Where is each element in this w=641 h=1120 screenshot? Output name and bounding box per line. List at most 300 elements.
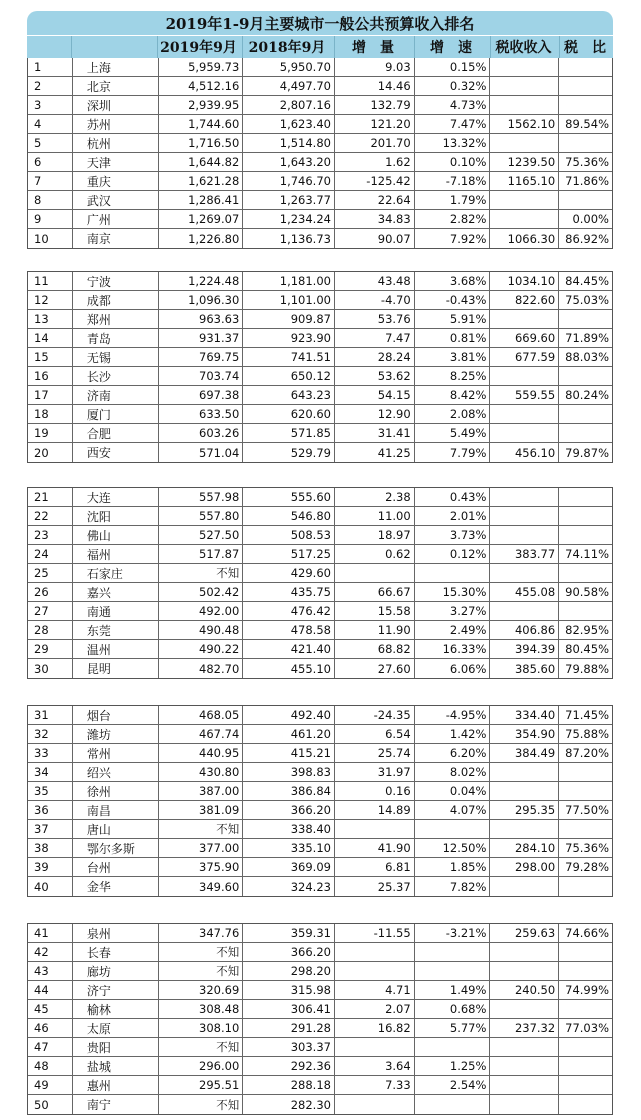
- table-row: [28, 640, 612, 659]
- cell-value-2018: 288.18: [242, 1076, 334, 1094]
- cell-tax-ratio: [558, 763, 612, 781]
- cell-tax-revenue: 456.10: [489, 443, 558, 462]
- cell-tax-revenue: 334.40: [489, 706, 558, 724]
- cell-tax-ratio: 75.03%: [558, 291, 612, 309]
- cell-tax-revenue: [489, 782, 558, 800]
- cell-tax-revenue: [489, 507, 558, 525]
- cell-city: 徐州: [72, 782, 158, 800]
- cell-value-2018: 741.51: [242, 348, 334, 366]
- cell-city: 重庆: [72, 172, 158, 190]
- cell-tax-revenue: [489, 210, 558, 228]
- cell-value-2019: 430.80: [158, 763, 243, 781]
- cell-value-2018: 421.40: [242, 640, 334, 658]
- table-row: [28, 1076, 612, 1095]
- cell-tax-revenue: [489, 77, 558, 95]
- cell-rank: 2: [34, 79, 42, 93]
- cell-growth: 7.92%: [414, 229, 490, 248]
- cell-growth: 15.30%: [414, 583, 490, 601]
- cell-tax-revenue: 295.35: [489, 801, 558, 819]
- cell-increase: 12.90: [334, 405, 414, 423]
- table-row: [28, 291, 612, 310]
- cell-tax-ratio: [558, 820, 612, 838]
- cell-tax-revenue: 406.86: [489, 621, 558, 639]
- cell-value-2018: 1,643.20: [242, 153, 334, 171]
- cell-tax-ratio: 89.54%: [558, 115, 612, 133]
- table-row: [28, 488, 612, 507]
- cell-rank: 19: [34, 426, 49, 440]
- cell-growth: [414, 943, 490, 961]
- cell-increase: [334, 820, 414, 838]
- cell-rank: 7: [34, 174, 42, 188]
- table-row: [28, 706, 612, 725]
- cell-city: 长沙: [72, 367, 158, 385]
- table-row: [28, 1038, 612, 1057]
- cell-city: 北京: [72, 77, 158, 95]
- cell-value-2019: 308.10: [158, 1019, 243, 1037]
- cell-tax-ratio: 74.99%: [558, 981, 612, 999]
- table-row: [28, 526, 612, 545]
- cell-increase: 54.15: [334, 386, 414, 404]
- cell-increase: -125.42: [334, 172, 414, 190]
- cell-value-2019: 571.04: [158, 443, 243, 462]
- table-section: [27, 705, 613, 897]
- table-section: [27, 487, 613, 679]
- cell-tax-ratio: [558, 602, 612, 620]
- header-rank: [27, 36, 71, 58]
- cell-rank: 30: [34, 661, 49, 676]
- table-row: [28, 659, 612, 678]
- cell-value-2019: 381.09: [158, 801, 243, 819]
- cell-value-2019: 347.76: [158, 924, 243, 942]
- cell-rank: 9: [34, 212, 42, 226]
- cell-value-2019: 不知: [158, 820, 243, 838]
- cell-growth: -3.21%: [414, 924, 490, 942]
- cell-value-2019: 1,226.80: [158, 229, 243, 248]
- cell-city: 绍兴: [72, 763, 158, 781]
- cell-value-2018: 315.98: [242, 981, 334, 999]
- cell-increase: [334, 1095, 414, 1114]
- cell-increase: 66.67: [334, 583, 414, 601]
- cell-value-2018: 1,234.24: [242, 210, 334, 228]
- cell-city: 潍坊: [72, 725, 158, 743]
- cell-rank: 40: [34, 879, 49, 894]
- table-row: [28, 839, 612, 858]
- header-growth: 增 速: [414, 36, 490, 58]
- cell-value-2018: 1,181.00: [242, 272, 334, 290]
- cell-rank: 26: [34, 585, 49, 599]
- cell-rank: 41: [34, 926, 49, 940]
- cell-growth: -4.95%: [414, 706, 490, 724]
- cell-city: 武汉: [72, 191, 158, 209]
- cell-city: 南昌: [72, 801, 158, 819]
- cell-city: 常州: [72, 744, 158, 762]
- table-title: 2019年1-9月主要城市一般公共预算收入排名: [27, 11, 613, 35]
- cell-tax-revenue: [489, 526, 558, 544]
- cell-city: 泉州: [72, 924, 158, 942]
- cell-rank: 17: [34, 388, 49, 402]
- cell-growth: 1.25%: [414, 1057, 490, 1075]
- cell-tax-revenue: [489, 488, 558, 506]
- cell-value-2019: 1,644.82: [158, 153, 243, 171]
- cell-value-2019: 769.75: [158, 348, 243, 366]
- cell-value-2019: 490.22: [158, 640, 243, 658]
- cell-growth: 1.79%: [414, 191, 490, 209]
- cell-value-2019: 502.42: [158, 583, 243, 601]
- cell-city: 南京: [72, 229, 158, 248]
- cell-tax-revenue: 383.77: [489, 545, 558, 563]
- cell-growth: -0.43%: [414, 291, 490, 309]
- cell-growth: 0.04%: [414, 782, 490, 800]
- table-row: [28, 96, 612, 115]
- cell-value-2019: 不知: [158, 1095, 243, 1114]
- cell-value-2018: 1,101.00: [242, 291, 334, 309]
- cell-increase: 3.64: [334, 1057, 414, 1075]
- table-row: [28, 229, 612, 248]
- cell-rank: 10: [34, 231, 49, 246]
- header-tax-revenue: 税收收入: [490, 36, 559, 58]
- cell-increase: 132.79: [334, 96, 414, 114]
- cell-value-2018: 338.40: [242, 820, 334, 838]
- cell-growth: 0.12%: [414, 545, 490, 563]
- cell-value-2018: 492.40: [242, 706, 334, 724]
- cell-growth: 0.15%: [414, 58, 490, 76]
- table-row: [28, 801, 612, 820]
- cell-tax-ratio: [558, 564, 612, 582]
- table-row: [28, 77, 612, 96]
- cell-increase: 28.24: [334, 348, 414, 366]
- table-row: [28, 405, 612, 424]
- cell-city: 唐山: [72, 820, 158, 838]
- cell-value-2019: 440.95: [158, 744, 243, 762]
- cell-rank: 13: [34, 312, 49, 326]
- header-tax-ratio: 税 比: [559, 36, 613, 58]
- cell-tax-ratio: [558, 134, 612, 152]
- cell-city: 济南: [72, 386, 158, 404]
- table-row: [28, 820, 612, 839]
- cell-value-2018: 529.79: [242, 443, 334, 462]
- cell-tax-revenue: [489, 877, 558, 896]
- cell-city: 上海: [72, 58, 158, 76]
- cell-city: 厦门: [72, 405, 158, 423]
- cell-tax-revenue: 677.59: [489, 348, 558, 366]
- table-row: [28, 725, 612, 744]
- cell-increase: [334, 943, 414, 961]
- table-row: [28, 583, 612, 602]
- cell-value-2018: 335.10: [242, 839, 334, 857]
- cell-value-2019: 296.00: [158, 1057, 243, 1075]
- cell-tax-ratio: 87.20%: [558, 744, 612, 762]
- cell-tax-ratio: 90.58%: [558, 583, 612, 601]
- cell-tax-revenue: 298.00: [489, 858, 558, 876]
- cell-rank: 5: [34, 136, 42, 150]
- cell-growth: 0.10%: [414, 153, 490, 171]
- cell-city: 南通: [72, 602, 158, 620]
- cell-tax-ratio: [558, 526, 612, 544]
- cell-increase: 18.97: [334, 526, 414, 544]
- cell-tax-ratio: [558, 1057, 612, 1075]
- cell-value-2018: 478.58: [242, 621, 334, 639]
- cell-increase: 2.07: [334, 1000, 414, 1018]
- cell-tax-revenue: 455.08: [489, 583, 558, 601]
- cell-value-2018: 435.75: [242, 583, 334, 601]
- cell-value-2019: 1,716.50: [158, 134, 243, 152]
- table-row: [28, 744, 612, 763]
- cell-increase: 43.48: [334, 272, 414, 290]
- cell-increase: 31.97: [334, 763, 414, 781]
- cell-growth: 3.73%: [414, 526, 490, 544]
- cell-value-2019: 不知: [158, 943, 243, 961]
- cell-tax-ratio: 79.88%: [558, 659, 612, 678]
- cell-city: 昆明: [72, 659, 158, 678]
- cell-city: 南宁: [72, 1095, 158, 1114]
- table-row: [28, 981, 612, 1000]
- cell-tax-revenue: 259.63: [489, 924, 558, 942]
- cell-growth: 7.79%: [414, 443, 490, 462]
- table-row: [28, 858, 612, 877]
- cell-city: 烟台: [72, 706, 158, 724]
- cell-increase: 53.76: [334, 310, 414, 328]
- cell-rank: 21: [34, 490, 49, 504]
- cell-city: 合肥: [72, 424, 158, 442]
- cell-growth: 0.81%: [414, 329, 490, 347]
- cell-value-2018: 2,807.16: [242, 96, 334, 114]
- cell-value-2018: 555.60: [242, 488, 334, 506]
- cell-tax-revenue: 354.90: [489, 725, 558, 743]
- cell-tax-revenue: 669.60: [489, 329, 558, 347]
- table-row: [28, 386, 612, 405]
- cell-tax-revenue: [489, 367, 558, 385]
- cell-city: 宁波: [72, 272, 158, 290]
- cell-value-2019: 4,512.16: [158, 77, 243, 95]
- cell-value-2018: 508.53: [242, 526, 334, 544]
- cell-value-2018: 386.84: [242, 782, 334, 800]
- cell-growth: 0.32%: [414, 77, 490, 95]
- cell-city: 深圳: [72, 96, 158, 114]
- cell-rank: 35: [34, 784, 49, 798]
- cell-tax-revenue: 1562.10: [489, 115, 558, 133]
- cell-value-2019: 517.87: [158, 545, 243, 563]
- cell-value-2018: 4,497.70: [242, 77, 334, 95]
- cell-growth: 5.77%: [414, 1019, 490, 1037]
- cell-value-2018: 923.90: [242, 329, 334, 347]
- cell-value-2018: 369.09: [242, 858, 334, 876]
- cell-rank: 38: [34, 841, 49, 855]
- cell-tax-revenue: [489, 1000, 558, 1018]
- cell-increase: 11.90: [334, 621, 414, 639]
- cell-increase: 31.41: [334, 424, 414, 442]
- cell-value-2018: 1,514.80: [242, 134, 334, 152]
- cell-increase: -4.70: [334, 291, 414, 309]
- cell-growth: [414, 1038, 490, 1056]
- header-increase: 增 量: [334, 36, 414, 58]
- table-row: [28, 443, 612, 462]
- cell-rank: 12: [34, 293, 49, 307]
- cell-value-2018: 366.20: [242, 801, 334, 819]
- cell-city: 廊坊: [72, 962, 158, 980]
- cell-city: 盐城: [72, 1057, 158, 1075]
- cell-value-2018: 1,136.73: [242, 229, 334, 248]
- cell-increase: 14.89: [334, 801, 414, 819]
- cell-rank: 50: [34, 1097, 49, 1112]
- cell-value-2018: 415.21: [242, 744, 334, 762]
- cell-tax-ratio: [558, 962, 612, 980]
- cell-growth: [414, 564, 490, 582]
- table-row: [28, 943, 612, 962]
- cell-value-2019: 468.05: [158, 706, 243, 724]
- cell-growth: 6.06%: [414, 659, 490, 678]
- cell-tax-ratio: [558, 1076, 612, 1094]
- cell-rank: 48: [34, 1059, 49, 1073]
- cell-increase: 0.62: [334, 545, 414, 563]
- cell-growth: 0.43%: [414, 488, 490, 506]
- cell-rank: 43: [34, 964, 49, 978]
- cell-value-2018: 298.20: [242, 962, 334, 980]
- cell-rank: 36: [34, 803, 49, 817]
- cell-tax-revenue: 1165.10: [489, 172, 558, 190]
- cell-tax-ratio: 74.66%: [558, 924, 612, 942]
- cell-increase: 1.62: [334, 153, 414, 171]
- cell-rank: 20: [34, 445, 49, 460]
- table-section: [27, 923, 613, 1115]
- cell-tax-revenue: [489, 424, 558, 442]
- cell-tax-ratio: 79.28%: [558, 858, 612, 876]
- cell-rank: 42: [34, 945, 49, 959]
- cell-increase: 34.83: [334, 210, 414, 228]
- cell-value-2019: 697.38: [158, 386, 243, 404]
- cell-value-2018: 650.12: [242, 367, 334, 385]
- table-row: [28, 782, 612, 801]
- cell-value-2019: 1,286.41: [158, 191, 243, 209]
- cell-rank: 37: [34, 822, 49, 836]
- cell-tax-ratio: 80.24%: [558, 386, 612, 404]
- cell-growth: 2.49%: [414, 621, 490, 639]
- cell-growth: 16.33%: [414, 640, 490, 658]
- cell-rank: 44: [34, 983, 49, 997]
- table-row: [28, 310, 612, 329]
- cell-increase: 16.82: [334, 1019, 414, 1037]
- cell-rank: 1: [34, 60, 42, 74]
- cell-growth: 12.50%: [414, 839, 490, 857]
- cell-rank: 11: [34, 274, 49, 288]
- table-header-row: [27, 36, 613, 58]
- table-row: [28, 115, 612, 134]
- cell-growth: 2.01%: [414, 507, 490, 525]
- cell-tax-ratio: [558, 77, 612, 95]
- cell-tax-ratio: [558, 310, 612, 328]
- cell-rank: 49: [34, 1078, 49, 1092]
- cell-rank: 18: [34, 407, 49, 421]
- cell-tax-revenue: 1066.30: [489, 229, 558, 248]
- cell-tax-revenue: [489, 96, 558, 114]
- cell-value-2018: 455.10: [242, 659, 334, 678]
- cell-increase: 7.47: [334, 329, 414, 347]
- cell-tax-ratio: [558, 96, 612, 114]
- cell-tax-revenue: 385.60: [489, 659, 558, 678]
- cell-growth: [414, 962, 490, 980]
- cell-growth: 2.54%: [414, 1076, 490, 1094]
- table-row: [28, 1095, 612, 1114]
- cell-value-2018: 643.23: [242, 386, 334, 404]
- table-row: [28, 58, 612, 77]
- cell-tax-revenue: 237.32: [489, 1019, 558, 1037]
- cell-city: 台州: [72, 858, 158, 876]
- cell-increase: 7.33: [334, 1076, 414, 1094]
- cell-increase: 4.71: [334, 981, 414, 999]
- cell-tax-revenue: 394.39: [489, 640, 558, 658]
- cell-rank: 29: [34, 642, 49, 656]
- table-row: [28, 507, 612, 526]
- cell-tax-revenue: [489, 1057, 558, 1075]
- cell-value-2018: 476.42: [242, 602, 334, 620]
- cell-city: 佛山: [72, 526, 158, 544]
- table-row: [28, 1057, 612, 1076]
- cell-value-2019: 1,621.28: [158, 172, 243, 190]
- cell-tax-revenue: [489, 1095, 558, 1114]
- cell-city: 福州: [72, 545, 158, 563]
- cell-tax-ratio: [558, 507, 612, 525]
- table-section: [27, 271, 613, 463]
- cell-city: 无锡: [72, 348, 158, 366]
- cell-city: 贵阳: [72, 1038, 158, 1056]
- cell-value-2018: 1,623.40: [242, 115, 334, 133]
- cell-value-2018: 291.28: [242, 1019, 334, 1037]
- cell-growth: 2.82%: [414, 210, 490, 228]
- cell-tax-ratio: 75.36%: [558, 839, 612, 857]
- cell-city: 惠州: [72, 1076, 158, 1094]
- cell-value-2019: 467.74: [158, 725, 243, 743]
- cell-tax-revenue: 240.50: [489, 981, 558, 999]
- cell-growth: 8.02%: [414, 763, 490, 781]
- cell-tax-ratio: [558, 782, 612, 800]
- cell-tax-ratio: [558, 943, 612, 961]
- cell-tax-revenue: [489, 763, 558, 781]
- cell-increase: 2.38: [334, 488, 414, 506]
- cell-value-2019: 320.69: [158, 981, 243, 999]
- cell-value-2019: 1,744.60: [158, 115, 243, 133]
- cell-value-2018: 359.31: [242, 924, 334, 942]
- cell-growth: 4.07%: [414, 801, 490, 819]
- cell-value-2019: 2,939.95: [158, 96, 243, 114]
- cell-value-2018: 546.80: [242, 507, 334, 525]
- cell-rank: 4: [34, 117, 42, 131]
- table-row: [28, 210, 612, 229]
- cell-tax-revenue: 384.49: [489, 744, 558, 762]
- cell-tax-ratio: 82.95%: [558, 621, 612, 639]
- cell-growth: 1.85%: [414, 858, 490, 876]
- cell-tax-revenue: [489, 943, 558, 961]
- cell-rank: 39: [34, 860, 49, 874]
- table-row: [28, 329, 612, 348]
- header-2018: 2018年9月: [242, 36, 334, 58]
- cell-growth: 3.68%: [414, 272, 490, 290]
- cell-tax-ratio: [558, 1095, 612, 1114]
- cell-value-2018: 429.60: [242, 564, 334, 582]
- cell-tax-ratio: 71.45%: [558, 706, 612, 724]
- table-row: [28, 877, 612, 896]
- cell-tax-ratio: [558, 367, 612, 385]
- cell-value-2018: 517.25: [242, 545, 334, 563]
- table-row: [28, 1000, 612, 1019]
- cell-city: 温州: [72, 640, 158, 658]
- table-row: [28, 564, 612, 583]
- cell-city: 广州: [72, 210, 158, 228]
- cell-city: 太原: [72, 1019, 158, 1037]
- cell-growth: 6.20%: [414, 744, 490, 762]
- cell-value-2018: 5,950.70: [242, 58, 334, 76]
- cell-city: 石家庄: [72, 564, 158, 582]
- cell-tax-ratio: 88.03%: [558, 348, 612, 366]
- cell-increase: 25.37: [334, 877, 414, 896]
